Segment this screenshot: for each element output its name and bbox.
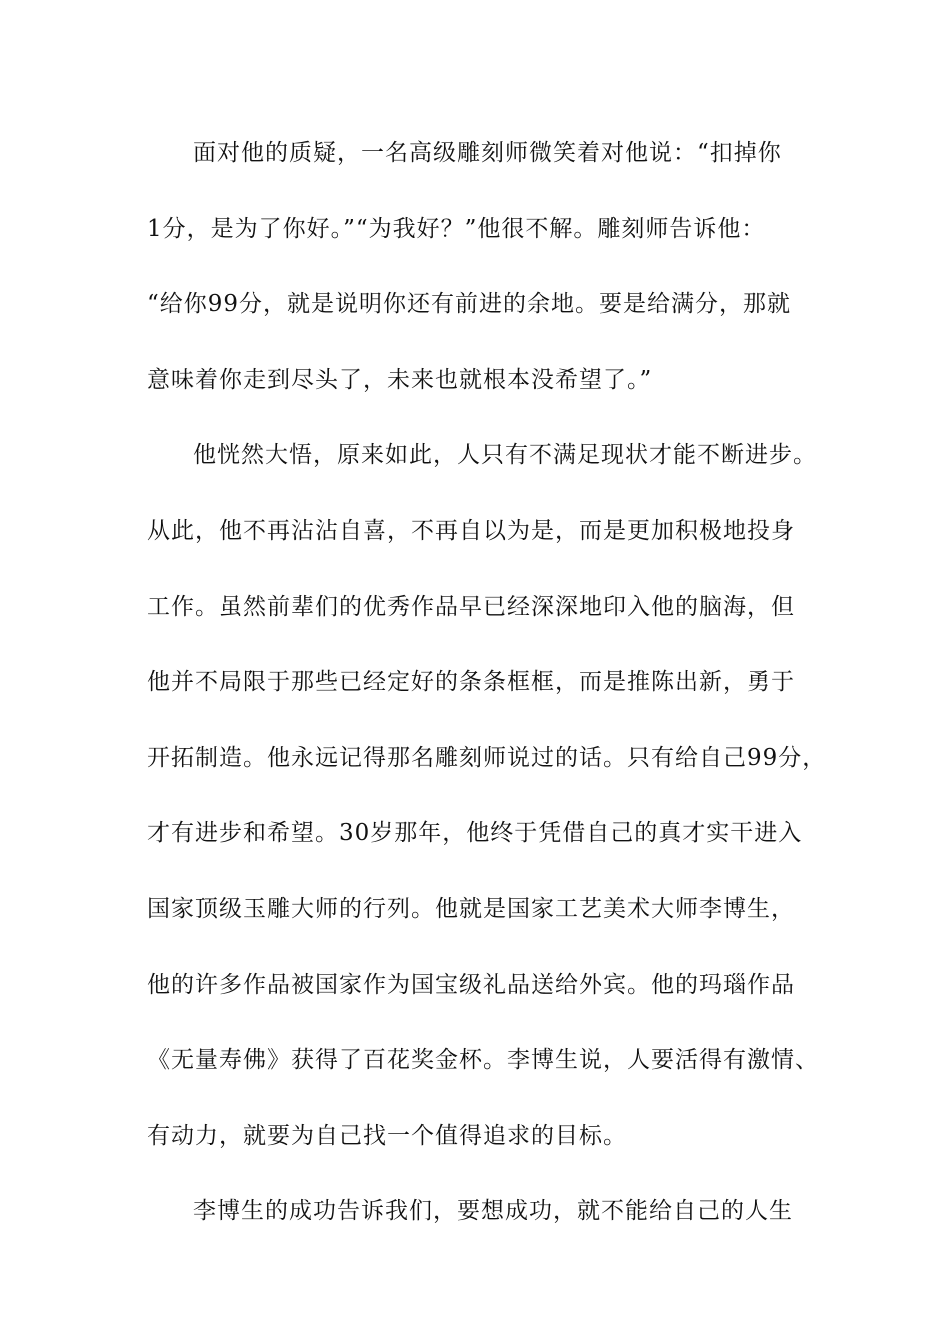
text-line: 面对他的质疑，一名高级雕刻师微笑着对他说：“扣掉你 <box>193 140 782 166</box>
text-line: 有动力，就要为自己找一个值得追求的目标。 <box>147 1122 627 1149</box>
text-line: 开拓制造。他永远记得那名雕刻师说过的话。只有给自己99分， <box>147 744 827 771</box>
text-line: “给你99分，就是说明你还有前进的余地。要是给满分，那就 <box>147 291 792 318</box>
text-line: 国家顶级玉雕大师的行列。他就是国家工艺美术大师李博生， <box>147 895 795 922</box>
text-line: 他恍然大悟，原来如此，人只有不满足现状才能不断进步。 <box>193 442 817 469</box>
text-line: 意味着你走到尽头了，未来也就根本没希望了。” <box>147 366 653 393</box>
document-body <box>147 128 827 1262</box>
text-line: 他的许多作品被国家作为国宝级礼品送给外宾。他的玛瑙作品 <box>147 971 795 998</box>
text-line: 从此，他不再沾沾自喜，不再自以为是，而是更加积极地投身 <box>147 517 795 544</box>
text-line: 1分，是为了你好。”“为我好？”他很不解。雕刻师告诉他： <box>147 215 766 242</box>
text-line: 才有进步和希望。30岁那年，他终于凭借自己的真才实干进入 <box>147 820 803 847</box>
text-line: 他并不局限于那些已经定好的条条框框，而是推陈出新，勇于 <box>147 669 795 696</box>
text-line: 《无量寿佛》获得了百花奖金杯。李博生说，人要活得有激情、 <box>147 1047 819 1074</box>
text-line: 工作。虽然前辈们的优秀作品早已经深深地印入他的脑海，但 <box>147 593 795 620</box>
text-line: 李博生的成功告诉我们，要想成功，就不能给自己的人生 <box>193 1198 793 1225</box>
